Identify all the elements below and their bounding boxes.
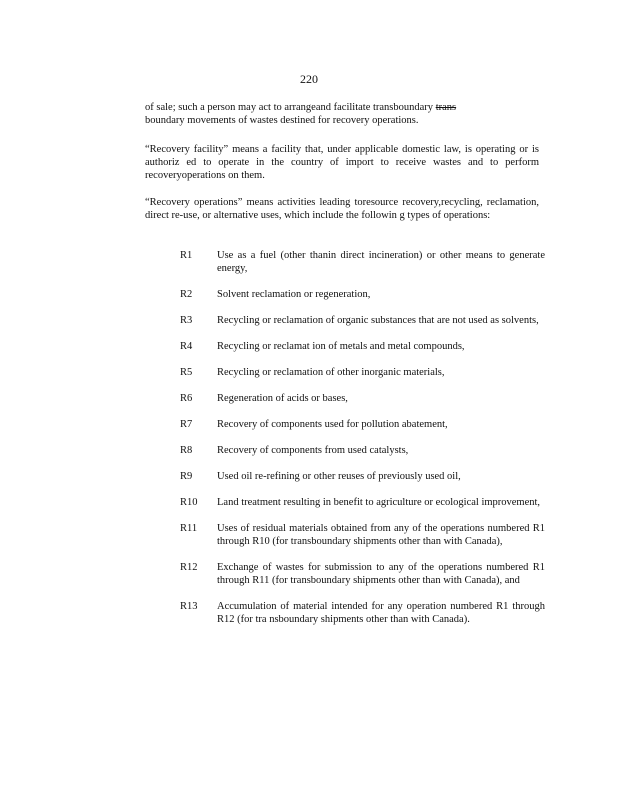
operation-description: Recycling or reclamation of organic substances that are not used as solvents, — [217, 315, 539, 326]
list-item-r4 — [180, 340, 545, 353]
operation-description: Used oil re-refining or other reuses of previously used oil, — [217, 471, 461, 482]
operation-code: R4 — [180, 341, 193, 352]
list-item-r13 — [180, 600, 545, 626]
operation-code: R10 — [180, 497, 198, 508]
paragraph-sale-continuation — [145, 101, 539, 127]
operation-description: Accumulation of material intended for any operation numbered R1 through R12 (for tra nsboundary shipments other than with Canada). — [217, 601, 545, 625]
inserted-text: transboundary — [372, 102, 434, 113]
operation-code: R9 — [180, 471, 193, 482]
list-item-r7 — [180, 418, 545, 431]
list-item-r5 — [180, 366, 545, 379]
operation-description: Exchange of wastes for submission to any of the operations numbered R1 through R11 (for transboundary shipments other than with Canada), and — [217, 562, 545, 586]
operation-description: Solvent reclamation or regeneration, — [217, 289, 371, 300]
operation-code: R5 — [180, 367, 193, 378]
operation-description: Regeneration of acids or bases, — [217, 393, 348, 404]
operation-description: Land treatment resulting in benefit to agriculture or ecological improvement, — [217, 497, 541, 508]
operation-description: Uses of residual materials obtained from any of the operations numbered R1 through R10 (for transboundary shipments other than with Canada), — [217, 523, 545, 547]
struck-text: trans — [435, 102, 457, 113]
operation-code: R11 — [180, 523, 198, 534]
list-item-r1 — [180, 249, 545, 275]
paragraph-text: of sale; such a person may act to arrangeand facilitate — [145, 102, 373, 113]
operation-code: R13 — [180, 601, 198, 612]
operation-code: R6 — [180, 393, 193, 404]
list-item-r10 — [180, 496, 545, 509]
operation-code: R8 — [180, 445, 193, 456]
paragraph-recovery-operations: “Recovery operations” means activities leading toresource recovery,recycling, reclamation, direct re-use, or alternative uses, which include the followin g types of operations: — [145, 197, 539, 221]
list-item-r2 — [180, 288, 545, 301]
paragraph-recovery-facility: “Recovery facility” means a facility that, under applicable domestic law, is operating or is authoriz ed to operate in the country of import to receive wastes and to perform recoveryoperations on them. — [145, 144, 539, 181]
operation-description: Recycling or reclamation of other inorganic materials, — [217, 367, 445, 378]
list-item-r9 — [180, 470, 545, 483]
operation-code: R7 — [180, 419, 193, 430]
list-item-r11 — [180, 522, 545, 548]
recovery-operations-list — [180, 249, 545, 639]
list-item-r3 — [180, 314, 545, 327]
list-item-r8 — [180, 444, 545, 457]
operation-description: Recovery of components used for pollution abatement, — [217, 419, 448, 430]
page-number: 220 — [300, 72, 318, 86]
operation-description: Use as a fuel (other thanin direct incineration) or other means to generate energy, — [217, 250, 545, 274]
operation-code: R2 — [180, 289, 193, 300]
operation-description: Recovery of components from used catalysts, — [217, 445, 409, 456]
paragraph-text: boundary movements of wastes destined for recovery operations. — [145, 115, 419, 126]
list-item-r12 — [180, 561, 545, 587]
operation-description: Recycling or reclamat ion of metals and metal compounds, — [217, 341, 465, 352]
operation-code: R1 — [180, 250, 193, 261]
list-item-r6 — [180, 392, 545, 405]
operation-code: R3 — [180, 315, 193, 326]
operation-code: R12 — [180, 562, 198, 573]
